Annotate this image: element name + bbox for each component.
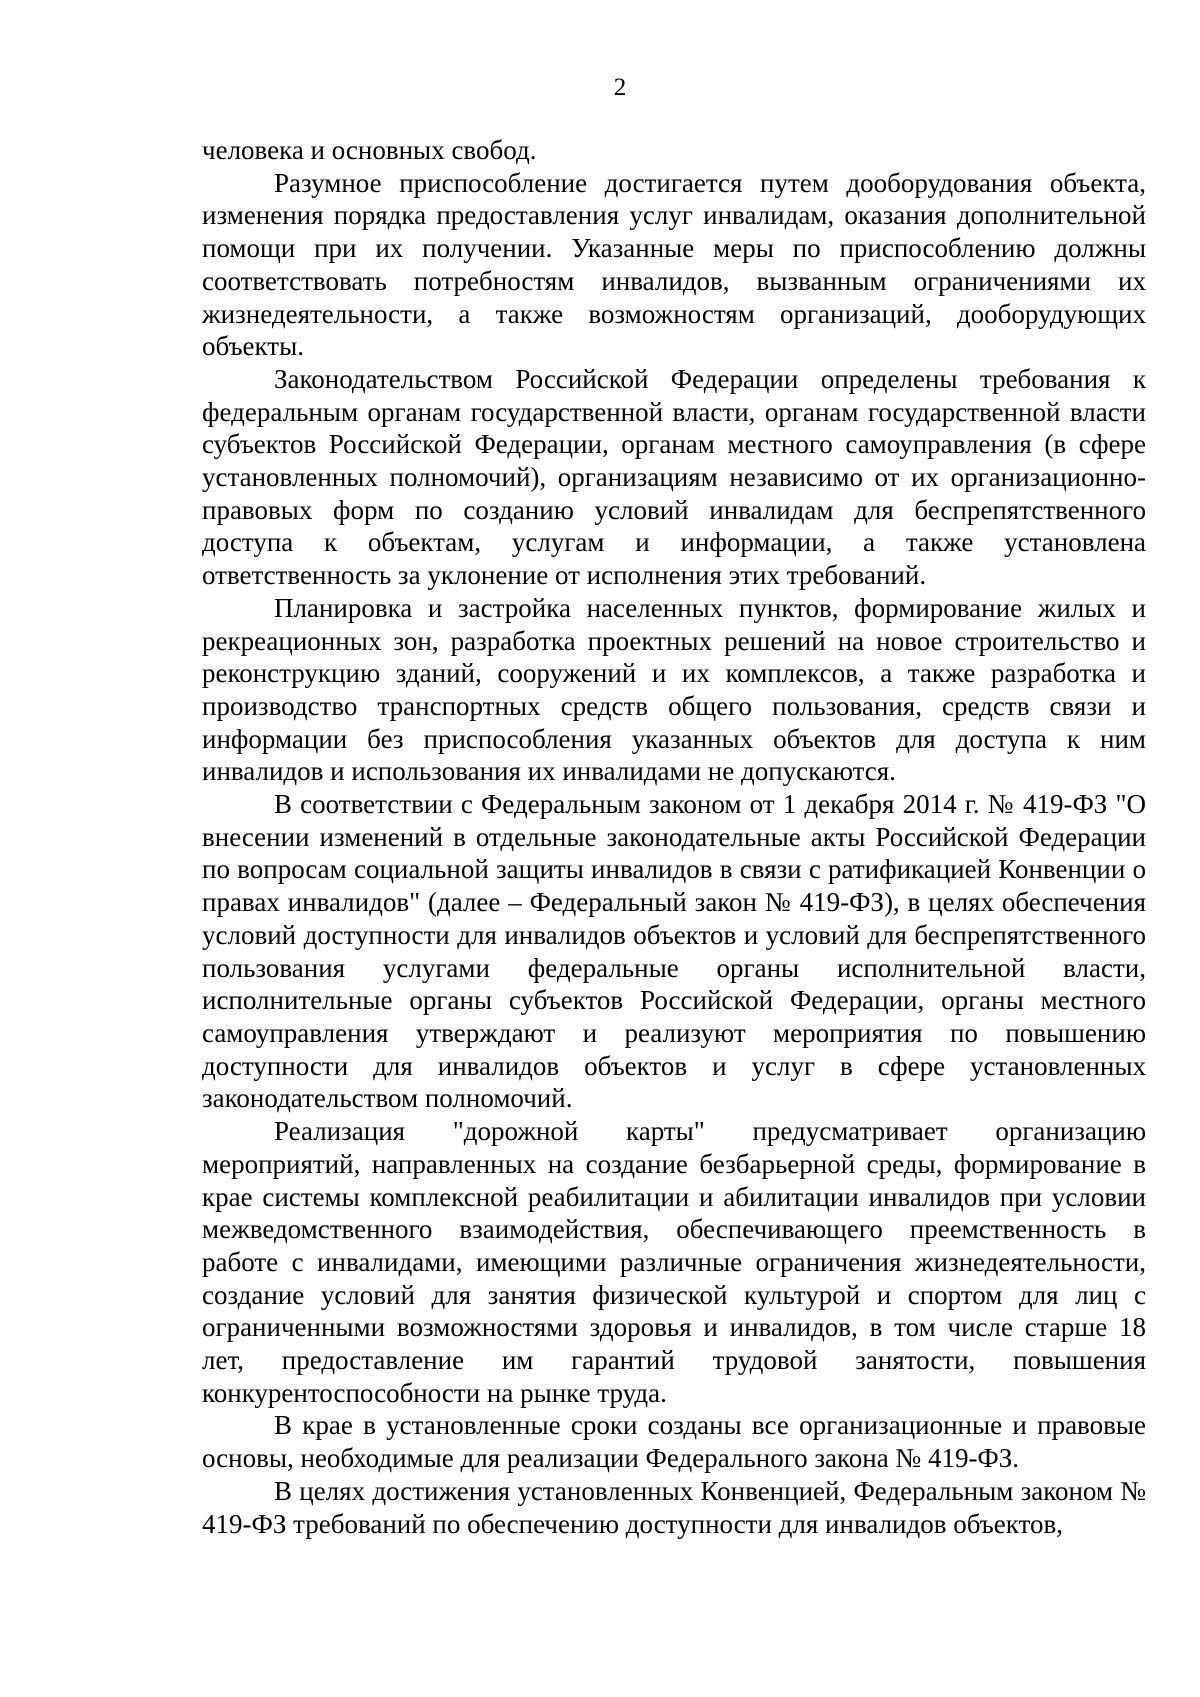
- paragraph-continuation: человека и основных свобод.: [202, 135, 537, 165]
- page-number: 2: [613, 74, 627, 101]
- paragraph-convention-goals: В целях достижения установленных Конвенцией, Федеральным законом № 419-ФЗ требований по обеспечению доступности для инвалидов объектов,: [202, 1475, 1146, 1539]
- paragraph-regional-foundations: В крае в установленные сроки созданы все организационные и правовые основы, необходимые для реализации Федерального закона № 419-ФЗ.: [202, 1410, 1146, 1474]
- paragraph-reasonable-accommodation: Разумное приспособление достигается путем дооборудования объекта, изменения порядка предоставления услуг инвалидам, оказания дополнительной помощи при их получении. Указанные меры по приспособлению должны соответствовать потребностям инвалидов, вызванным ограничениями их жизнедеятельности, а также возможностям организаций, дооборудующих объекты.: [202, 167, 1146, 362]
- paragraph-urban-planning: Планировка и застройка населенных пунктов, формирование жилых и рекреационных зон, разработка проектных решений на новое строительство и реконструкцию зданий, сооружений и их комплексов, а также разработка и производство транспортных средств общего пользования, средств связи и информации без приспособления указанных объектов для доступа к ним инвалидов и использования их инвалидами не допускаются.: [202, 592, 1146, 787]
- paragraph-roadmap: Реализация "дорожной карты" предусматривает организацию мероприятий, направленных на создание безбарьерной среды, формирование в крае системы комплексной реабилитации и абилитации инвалидов при условии межведомственного взаимодействия, обеспечивающего преемственность в работе с инвалидами, имеющими различные ограничения жизнедеятельности, создание условий для занятия физической культурой и спортом для лиц с ограниченными возможностями здоровья и инвалидов, в том числе старше 18 лет, предоставление им гарантий трудовой занятости, повышения конкурентоспособности на рынке труда.: [202, 1116, 1146, 1408]
- paragraph-legislation-requirements: Законодательством Российской Федерации определены требования к федеральным органам государственной власти, органам государственной власти субъектов Российской Федерации, органам местного самоуправления (в сфере установленных полномочий), организациям независимо от их организационно-правовых форм по созданию условий инвалидам для беспрепятственного доступа к объектам, услугам и информации, а также установлена ответственность за уклонение от исполнения этих требований.: [202, 363, 1146, 591]
- paragraph-federal-law-419: В соответствии с Федеральным законом от 1 декабря 2014 г. № 419-ФЗ "О внесении изменений в отдельные законодательные акты Российской Федерации по вопросам социальной защиты инвалидов в связи с ратификацией Конвенции о правах инвалидов" (далее – Федеральный закон № 419-ФЗ), в целях обеспечения условий доступности для инвалидов объектов и условий для беспрепятственного пользования услугами федеральные органы исполнительной власти, исполнительные органы субъектов Российской Федерации, органы местного самоуправления утверждают и реализуют мероприятия по повышению доступности для инвалидов объектов и услуг в сфере установленных законодательством полномочий.: [202, 789, 1146, 1114]
- document-body: [202, 134, 1146, 1540]
